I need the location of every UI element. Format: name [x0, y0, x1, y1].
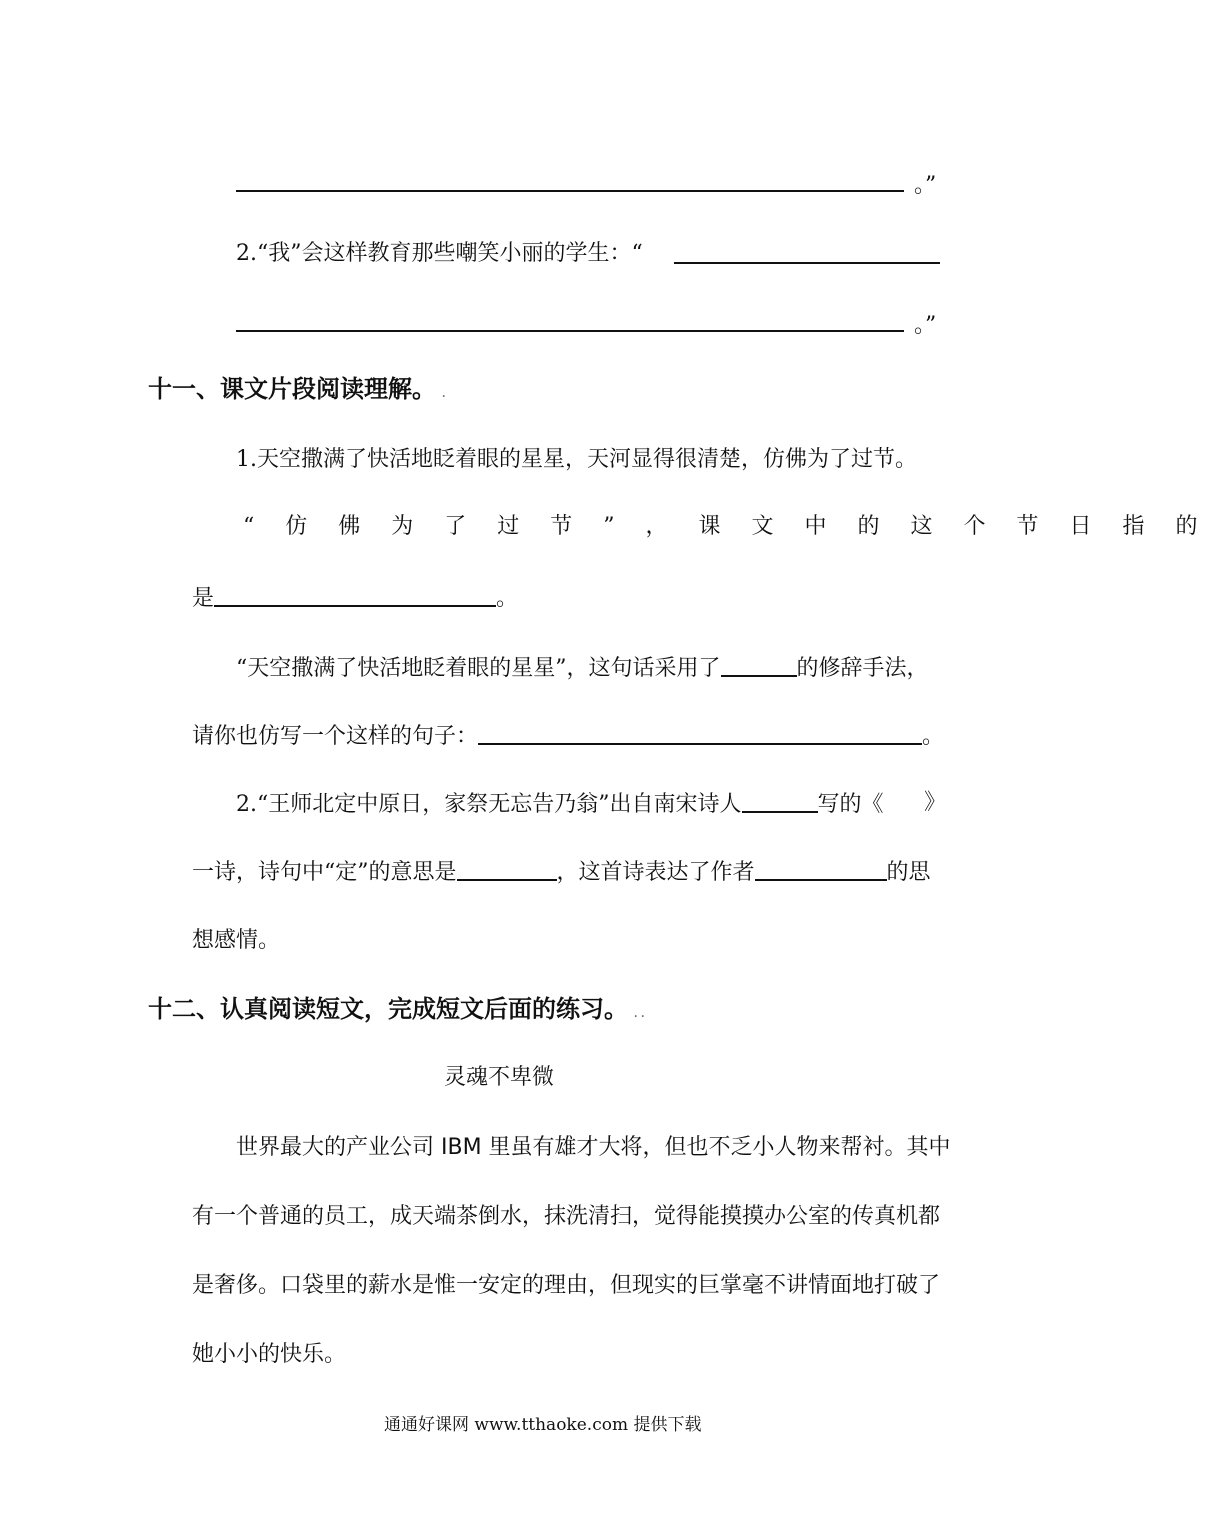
closing-quote: 。”	[914, 313, 937, 338]
question-text: 一诗，诗句中“定”的意思是	[192, 860, 457, 885]
answer-end: 。	[496, 586, 519, 611]
article-paragraph-line: 是奢侈。口袋里的薪水是惟一安定的理由，但现实的巨掌毫不讲情面地打破了	[192, 1273, 941, 1298]
section-heading	[148, 994, 644, 1030]
answer-blank[interactable]	[755, 857, 887, 881]
question-11-1-a: “仿佛为了过节”，课文中的这个节日指的	[243, 514, 1229, 539]
answer-blank[interactable]	[721, 653, 797, 677]
question-11-2-line3: 想感情。	[192, 928, 281, 953]
answer-line	[236, 190, 904, 192]
book-title-close: 》	[924, 790, 947, 815]
answer-line	[674, 262, 940, 264]
question-text: 的修辞手法，	[796, 656, 929, 681]
page-footer: 通通好课网 www.tthaoke.com 提供下载	[384, 1415, 702, 1435]
answer-blank[interactable]	[457, 857, 557, 881]
question-text: 2.“我”会这样教育那些嘲笑小丽的学生：“	[236, 241, 643, 266]
article-paragraph-line: 有一个普通的员工，成天端茶倒水，抹洗清扫，觉得能摸摸办公室的传真机都	[192, 1204, 941, 1229]
heading-dots: .	[442, 389, 446, 400]
question-11-1-b	[236, 653, 929, 683]
question-11-1-sentence: 1.天空撒满了快活地眨着眼的星星，天河显得很清楚，仿佛为了过节。	[236, 447, 917, 472]
answer-blank[interactable]	[742, 789, 818, 813]
answer-end: 。	[922, 724, 945, 749]
question-text: 的思	[886, 860, 931, 885]
question-10-2	[236, 240, 643, 268]
article-title: 灵魂不卑微	[444, 1065, 555, 1090]
question-11-2-line2	[192, 857, 931, 887]
heading-text: 十一、课文片段阅读理解。	[148, 374, 436, 403]
answer-blank[interactable]	[478, 721, 922, 745]
heading-text: 十二、认真阅读短文，完成短文后面的练习。	[148, 994, 628, 1023]
article-paragraph-line: 世界最大的产业公司 IBM 里虽有雄才大将，但也不乏小人物来帮衬。其中	[236, 1135, 951, 1160]
section-heading	[148, 374, 445, 410]
question-11-2	[236, 789, 884, 819]
question-text: 请你也仿写一个这样的句子：	[192, 724, 479, 749]
closing-quote: 。”	[914, 173, 937, 198]
question-text: ，这首诗表达了作者	[556, 860, 755, 885]
answer-blank[interactable]	[214, 583, 496, 607]
question-11-1-c	[192, 721, 944, 751]
answer-line	[236, 330, 904, 332]
answer-prefix: 是	[192, 586, 215, 611]
question-11-1-a-answer	[192, 583, 518, 613]
question-text: 写的《	[817, 792, 884, 817]
question-text: 2.“王师北定中原日，家祭无忘告乃翁”出自南宋诗人	[236, 792, 742, 817]
article-paragraph-line: 她小小的快乐。	[192, 1342, 347, 1367]
question-text: “天空撒满了快活地眨着眼的星星”，这句话采用了	[236, 656, 721, 681]
heading-dots: . .	[634, 1009, 645, 1020]
